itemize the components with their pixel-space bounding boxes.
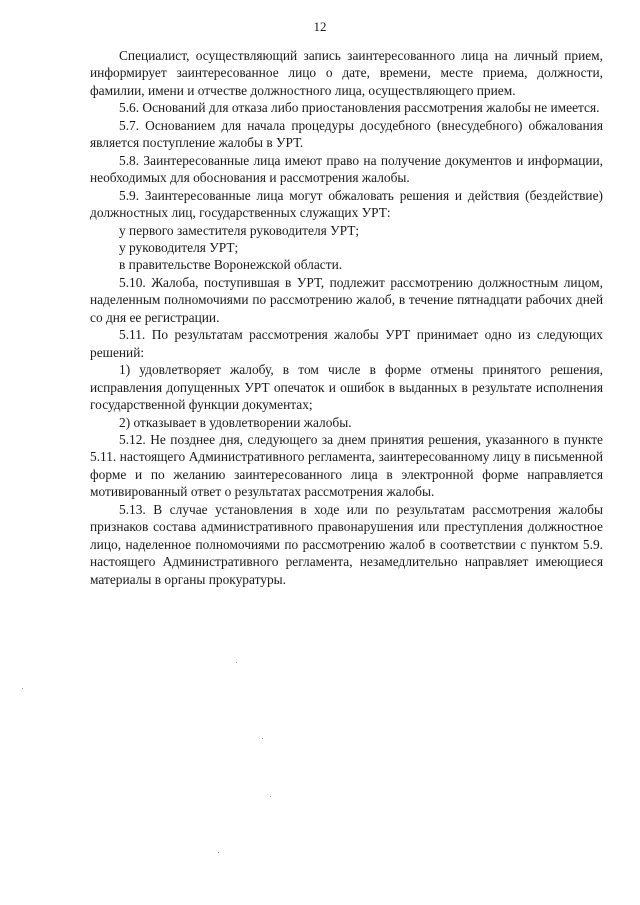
paragraph-5-9: 5.9. Заинтересованные лица могут обжаловать решения и действия (бездействие) должностных лиц, государственных служащих УРТ: xyxy=(90,187,603,221)
scan-speck xyxy=(270,796,271,797)
paragraph-5-11: 5.11. По результатам рассмотрения жалобы УРТ принимает одно из следующих решений: xyxy=(90,327,603,360)
page-number: 12 xyxy=(313,19,327,34)
list-item-head: у руководителя УРТ; xyxy=(119,239,239,255)
paragraph-5-7: 5.7. Основанием для начала процедуры досудебного (внесудебного) обжалования является поступление жалобы в УРТ. xyxy=(90,117,603,151)
paragraph-5-12: 5.12. Не позднее дня, следующего за днем принятия решения, указанного в пункте 5.11. настоящего Административного регламента, заинтересованному лицу в письменной форме и по желанию заинтересованного лица в электронной форме направляется мотивированный ответ о результатах рассмотрения жалобы. xyxy=(90,431,603,500)
scan-speck xyxy=(236,662,237,663)
document-body xyxy=(90,47,603,588)
decision-item-1: 1) удовлетворяет жалобу, в том числе в форме отмены принятого решения, исправления допущенных УРТ опечаток и ошибок в выданных в результате исполнения государственной функции документах; xyxy=(90,362,603,413)
paragraph-5-6: 5.6. Оснований для отказа либо приостановления рассмотрения жалобы не имеется. xyxy=(119,100,600,116)
paragraph-5-8: 5.8. Заинтересованные лица имеют право на получение документов и информации, необходимых для обоснования и рассмотрения жалобы. xyxy=(90,152,603,186)
paragraph-reception-info: Специалист, осуществляющий запись заинтересованного лица на личный прием, информирует заинтересованное лицо о дате, времени, месте приема, должности, фамилии, имени и отчестве должностного лица, осуществляющего прием. xyxy=(90,48,603,98)
paragraph-5-13: 5.13. В случае установления в ходе или по результатам рассмотрения жалобы признаков состава административного правонарушения или преступления должностное лицо, наделенное полномочиями по рассмотрению жалоб в соответствии с пунктом 5.9. настоящего Административного регламента, незамедлительно направляет имеющиеся материалы в органы прокуратуры. xyxy=(90,501,603,587)
list-item-first-deputy: у первого заместителя руководителя УРТ; xyxy=(119,222,360,238)
paragraph-5-10: 5.10. Жалоба, поступившая в УРТ, подлежит рассмотрению должностным лицом, наделенным полномочиями по рассмотрению жалоб, в течение пятнадцати рабочих дней со дня ее регистрации. xyxy=(90,274,603,325)
scan-speck xyxy=(262,738,263,739)
scan-speck xyxy=(22,688,23,689)
list-item-government: в правительстве Воронежской области. xyxy=(119,257,343,273)
decision-item-2: 2) отказывает в удовлетворении жалобы. xyxy=(119,414,352,430)
scan-speck xyxy=(218,852,219,853)
